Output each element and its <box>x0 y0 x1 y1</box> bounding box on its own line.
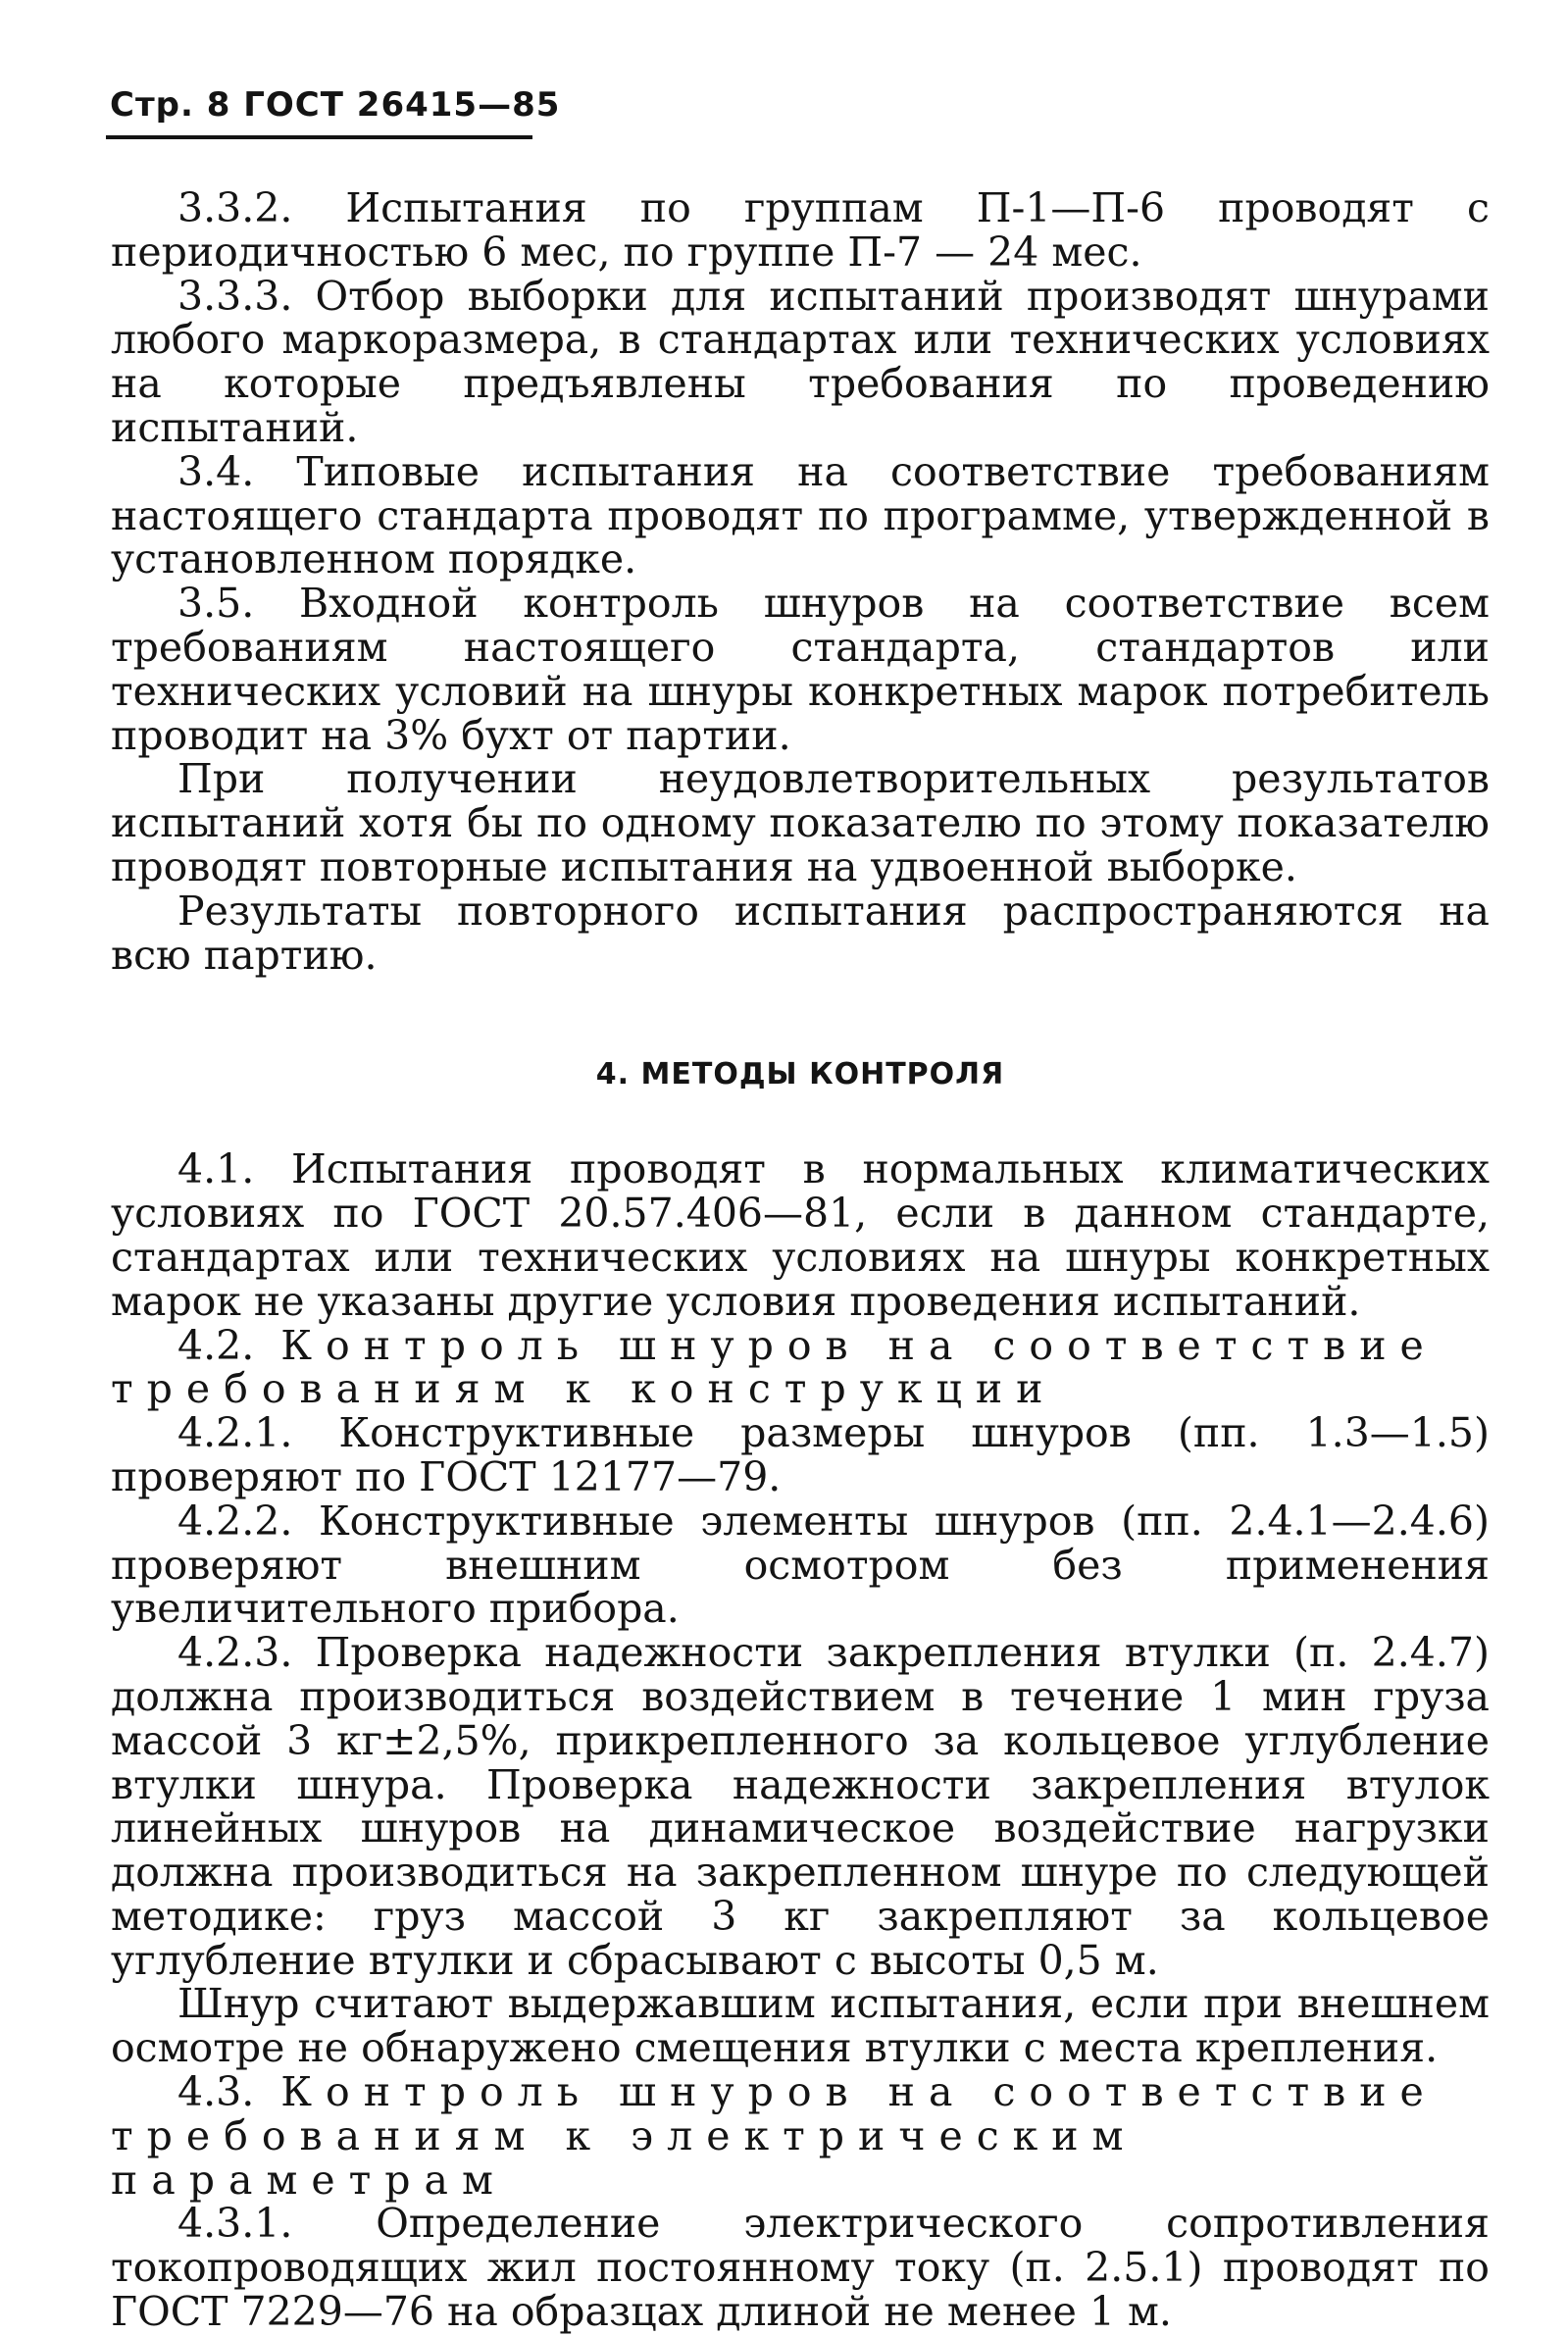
section-title: 4. МЕТОДЫ КОНТРОЛЯ <box>595 1057 1005 1092</box>
paragraph-retest: При получении неудовлетворительных результатов испытаний хотя бы по одному показателю по этому показателю проводят повторные испытания на удвоенной выборке. <box>111 755 1490 890</box>
header-divider <box>106 135 532 139</box>
paragraph-retest-results: Результаты повторного испытания распространяются на всю партию. <box>111 887 1490 979</box>
paragraph-4-2-3: 4.2.3. Проверка надежности закрепления втулки (п. 2.4.7) должна производиться воздействием в течение 1 мин груза массой 3 кг±2,5%, прикрепленного за кольцевое углубление втулки шнура. Проверка надежности закрепления втулок линейных шнуров на динамическое воздействие нагрузки должна производиться на закрепленном шнуре по следующей методике: груз массой 3 кг закрепляют за кольцевое углубление втулки и сбрасывают с высоты 0,5 м. <box>111 1629 1490 1984</box>
paragraph-4-2 <box>111 1321 1490 1413</box>
paragraph-4-3-1: 4.3.1. Определение электрического сопротивления токопроводящих жил постоянному току (п. 2.5.1) проводят по ГОСТ 7229—76 на образцах длиной не менее 1 м. <box>111 2200 1490 2335</box>
paragraph-3-4: 3.4. Типовые испытания на соответствие требованиям настоящего стандарта проводят по программе, утвержденной в установленном порядке. <box>111 447 1490 584</box>
paragraph-4-2-1: 4.2.1. Конструктивные размеры шнуров (пп. 1.3—1.5) проверяют по ГОСТ 12177—79. <box>111 1409 1490 1500</box>
paragraph-4-1: 4.1. Испытания проводят в нормальных климатических условиях по ГОСТ 20.57.406—81, если в данном стандарте, стандартах или технических условиях на шнуры конкретных марок не указаны другие условия проведения испытаний. <box>111 1145 1490 1325</box>
page-header: Стр. 8 ГОСТ 26415—85 <box>110 85 561 125</box>
paragraph-4-2-number: 4.2. <box>177 1321 255 1369</box>
document-body <box>111 186 1490 2334</box>
paragraph-4-2-2: 4.2.2. Конструктивные элементы шнуров (пп. 2.4.1—2.4.6) проверяют внешним осмотром без применения увеличительного прибора. <box>111 1497 1490 1633</box>
paragraph-4-3-number: 4.3. <box>177 2068 255 2116</box>
paragraph-4-3 <box>111 2070 1490 2202</box>
paragraph-3-3-3: 3.3.3. Отбор выборки для испытаний производят шнурами любого маркоразмера, в стандартах или технических условиях на которые предъявлены требования по проведению испытаний. <box>111 272 1490 451</box>
paragraph-3-5: 3.5. Входной контроль шнуров на соответствие всем требованиям настоящего стандарта, стандартов или технических условий на шнуры конкретных марок потребитель проводит на 3% бухт от партии. <box>111 580 1490 759</box>
paragraph-4-2-heading: Контроль шнуров на соответствие требованиям к конструкции <box>111 1321 1438 1413</box>
paragraph-4-3-heading: Контроль шнуров на соответствие требованиям к электрическим параметрам <box>111 2068 1438 2204</box>
paragraph-3-3-2: 3.3.2. Испытания по группам П-1—П-6 проводят с периодичностью 6 мес, по группе П-7 — 24 мес. <box>111 184 1490 276</box>
paragraph-4-2-3-result: Шнур считают выдержавшим испытания, если при внешнем осмотре не обнаружено смещения втулки с места крепления. <box>111 1980 1490 2072</box>
